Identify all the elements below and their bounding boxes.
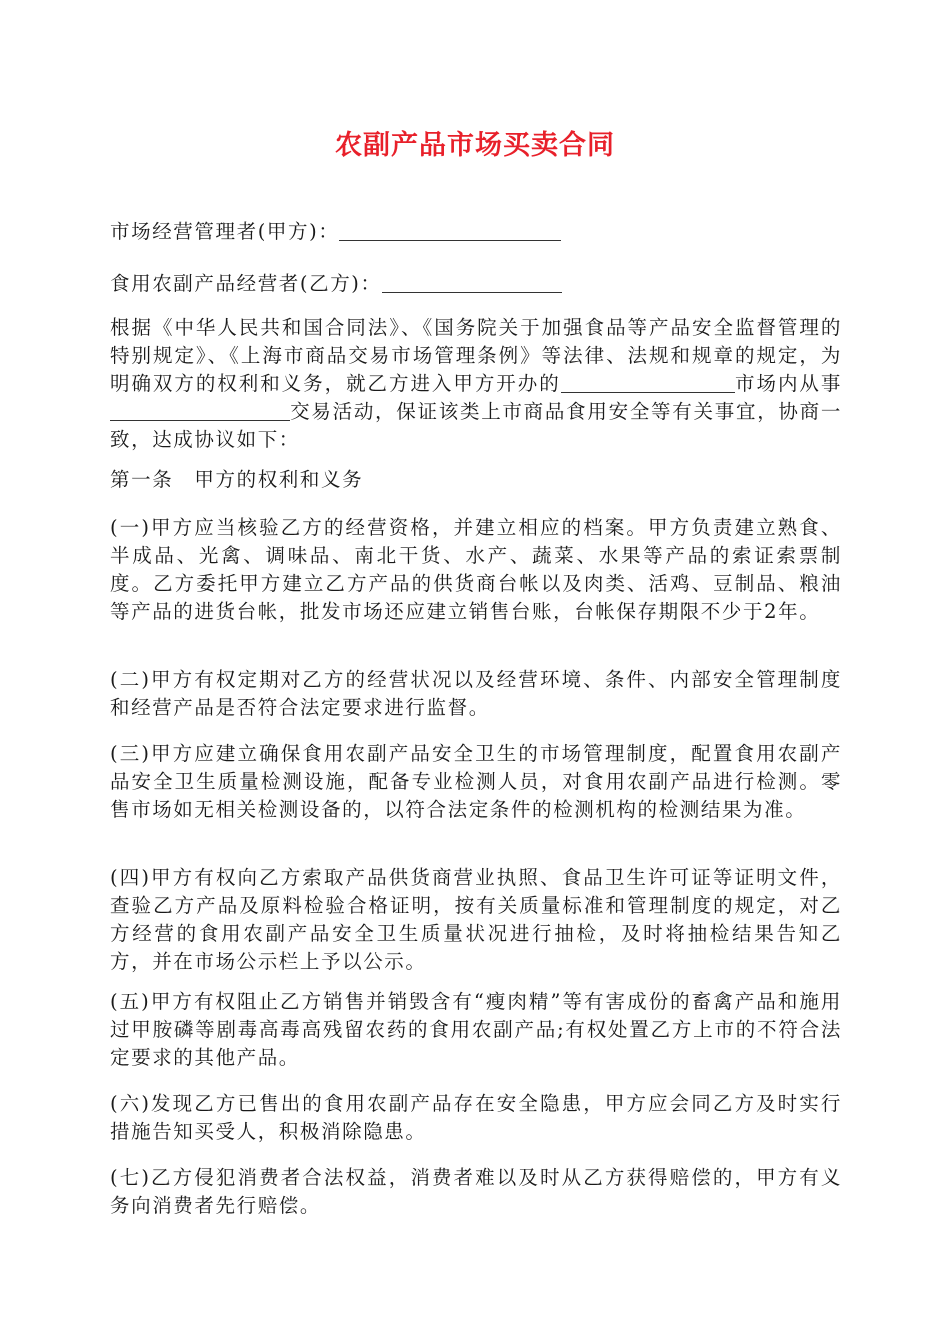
party-b-label: 食用农副产品经营者(乙方)： [110, 272, 382, 295]
trade-type-blank [110, 400, 290, 421]
article-1-clause-6: (六)发现乙方已售出的食用农副产品存在安全隐患，甲方应会同乙方及时实行措施告知买受人，积极消除隐患。 [110, 1092, 842, 1143]
preamble-paragraph [110, 314, 842, 454]
market-name-blank-1 [561, 372, 683, 393]
article-1-heading: 第一条 甲方的权利和义务 [110, 468, 364, 491]
article-1-clause-1: (一)甲方应当核验乙方的经营资格，并建立相应的档案。甲方负责建立熟食、半成品、光禽、调味品、南北干货、水产、蔬菜、水果等产品的索证索票制度。乙方委托甲方建立乙方产品的供货商台帐以及肉类、活鸡、豆制品、粮油等产品的进货台帐，批发市场还应建立销售台账，台帐保存期限不少于2年。 [110, 516, 842, 623]
document-title: 农副产品市场买卖合同 [335, 130, 615, 161]
article-1-clause-2: (二)甲方有权定期对乙方的经营状况以及经营环境、条件、内部安全管理制度和经营产品是否符合法定要求进行监督。 [110, 668, 842, 719]
preamble-text-3: 交易活动，保证该类上市商品食用安全等有关事宜，协商一致，达成协议如下： [110, 400, 842, 451]
party-a-label: 市场经营管理者(甲方)： [110, 220, 340, 243]
article-1-clause-4: (四)甲方有权向乙方索取产品供货商营业执照、食品卫生许可证等证明文件，查验乙方产品及原料检验合格证明，按有关质量标准和管理制度的规定，对乙方经营的食用农副产品安全卫生质量状况进行抽检，及时将抽检结果告知乙方，并在市场公示栏上予以公示。 [110, 866, 842, 973]
market-name-blank-2 [683, 372, 735, 393]
preamble-text-2: 市场内从事 [734, 372, 842, 395]
party-a-line [110, 218, 842, 246]
party-b-blank [382, 272, 562, 293]
preamble-text-1: 根据《中华人民共和国合同法》、《国务院关于加强食品等产品安全监督管理的特别规定》、《上海市商品交易市场管理条例》等法律、法规和规章的规定，为明确双方的权利和义务，就乙方进入甲方开办的 [110, 316, 842, 395]
article-1-clause-3: (三)甲方应建立确保食用农副产品安全卫生的市场管理制度，配置食用农副产品安全卫生质量检测设施，配备专业检测人员，对食用农副产品进行检测。零售市场如无相关检测设备的，以符合法定条件的检测机构的检测结果为准。 [110, 742, 842, 821]
article-1-clause-7: (七)乙方侵犯消费者合法权益，消费者难以及时从乙方获得赔偿的，甲方有义务向消费者先行赔偿。 [110, 1166, 842, 1217]
article-1-clause-5: (五)甲方有权阻止乙方销售并销毁含有“瘦肉精”等有害成份的畜禽产品和施用过甲胺磷等剧毒高毒高残留农药的食用农副产品;有权处置乙方上市的不符合法定要求的其他产品。 [110, 990, 842, 1069]
party-b-line [110, 270, 842, 298]
party-a-blank [339, 220, 561, 241]
